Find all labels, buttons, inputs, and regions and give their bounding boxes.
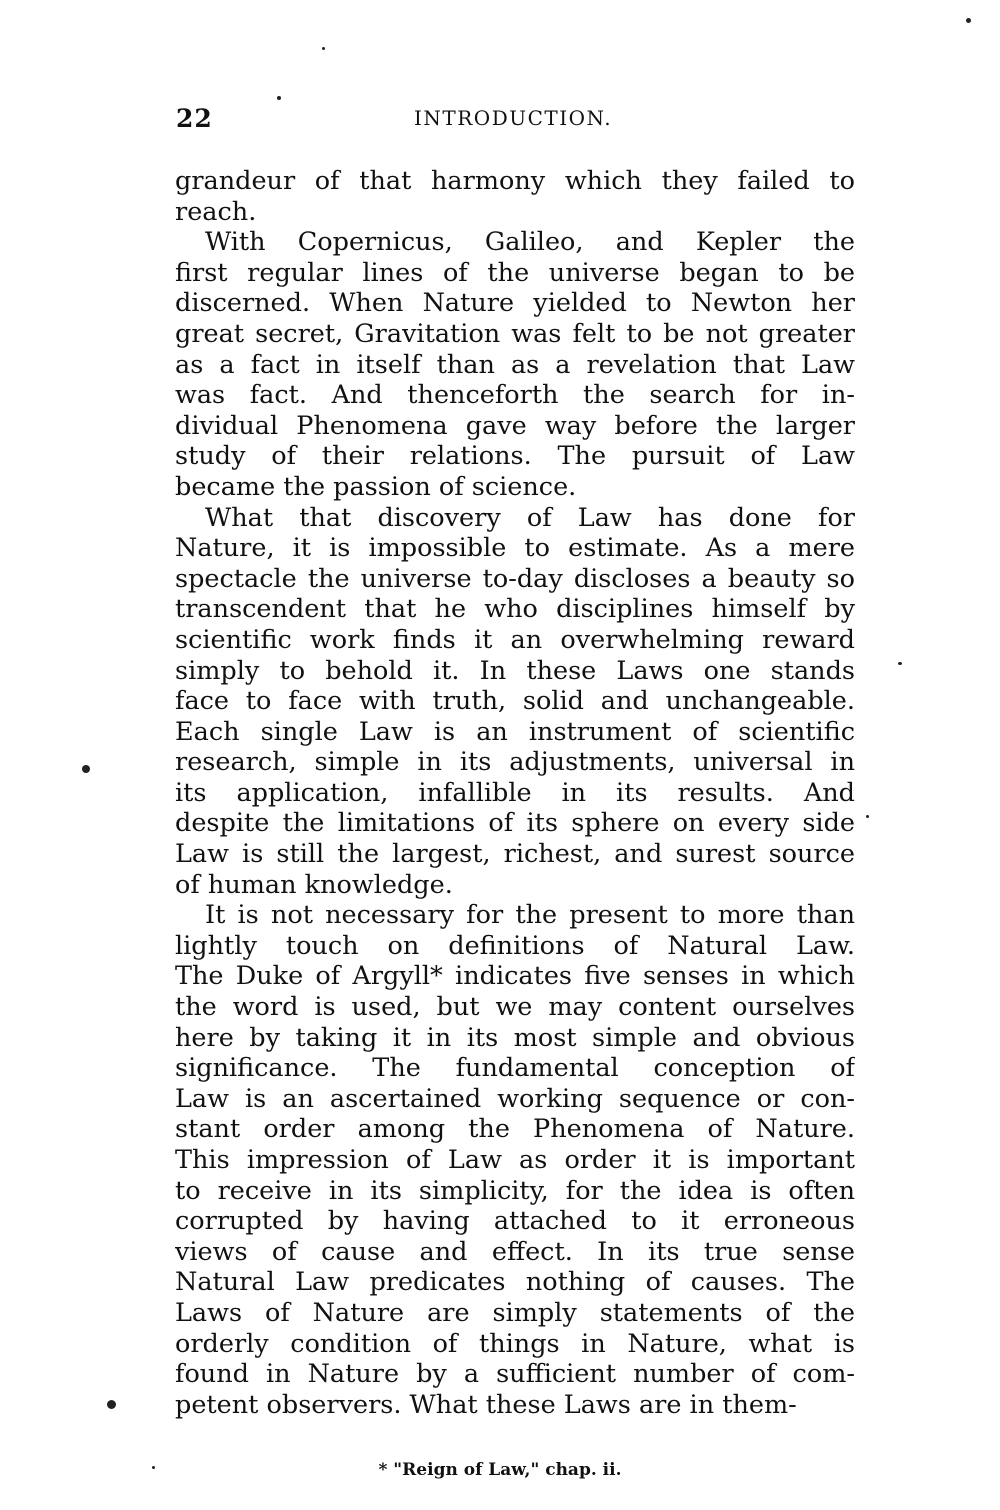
- text-line: Law is still the largest, richest, and surest source: [175, 839, 855, 870]
- scan-speck: [107, 1400, 116, 1409]
- text-line: study of their relations. The pursuit of Law: [175, 441, 855, 472]
- text-line: simply to behold it. In these Laws one stands: [175, 655, 855, 686]
- text-line: spectacle the universe to-day discloses a beauty so: [175, 563, 855, 594]
- text-line: of human knowledge.: [175, 869, 453, 900]
- text-line: orderly condition of things in Nature, what is: [175, 1328, 855, 1359]
- text-line: dividual Phenomena gave way before the larger: [175, 410, 855, 441]
- text-line: as a fact in itself than as a revelation that Law: [175, 349, 855, 380]
- text-line: corrupted by having attached to it erroneous: [175, 1206, 855, 1237]
- text-line: Laws of Nature are simply statements of the: [175, 1297, 855, 1328]
- text-line: discerned. When Nature yielded to Newton her: [175, 288, 855, 319]
- text-line: face to face with truth, solid and unchangeable.: [175, 686, 855, 717]
- body-text: [175, 166, 855, 1420]
- text-line: The Duke of Argyll* indicates five senses in which: [175, 961, 855, 992]
- text-line: Law is an ascertained working sequence or con-: [175, 1083, 855, 1114]
- text-line: great secret, Gravitation was felt to be not greater: [175, 318, 855, 349]
- text-line: its application, infallible in its results. And: [175, 777, 855, 808]
- text-line: With Copernicus, Galileo, and Kepler the: [205, 227, 855, 258]
- text-line: grandeur of that harmony which they failed to: [175, 166, 855, 196]
- scan-speck: [322, 47, 325, 50]
- text-line: found in Nature by a sufficient number of com-: [175, 1359, 855, 1390]
- text-line: was fact. And thenceforth the search for in-: [175, 380, 855, 411]
- text-line: lightly touch on definitions of Natural Law.: [175, 930, 855, 961]
- text-line: to receive in its simplicity, for the idea is often: [175, 1175, 855, 1206]
- text-line: here by taking it in its most simple and obvious: [175, 1022, 855, 1053]
- text-line: Nature, it is impossible to estimate. As a mere: [175, 533, 855, 564]
- text-line: transcendent that he who disciplines himself by: [175, 594, 855, 625]
- footnote: * "Reign of Law," chap. ii.: [378, 1460, 622, 1480]
- scan-speck: [966, 18, 971, 23]
- text-line: This impression of Law as order it is important: [175, 1145, 855, 1175]
- text-line: scientific work finds it an overwhelming reward: [175, 624, 855, 655]
- scan-speck: [152, 1466, 155, 1469]
- text-line: It is not necessary for the present to more than: [205, 900, 855, 931]
- text-line: views of cause and effect. In its true sense: [175, 1236, 855, 1267]
- text-line: despite the limitations of its sphere on every side: [175, 808, 855, 839]
- page-header: [176, 104, 856, 138]
- text-line: became the passion of science.: [175, 471, 577, 502]
- page-number: 22: [176, 104, 213, 133]
- text-line: What that discovery of Law has done for: [205, 502, 855, 533]
- running-head: INTRODUCTION.: [414, 106, 613, 130]
- text-line: reach.: [175, 196, 257, 227]
- text-line: research, simple in its adjustments, universal in: [175, 747, 855, 778]
- text-line: stant order among the Phenomena of Nature.: [175, 1114, 855, 1145]
- text-line: Natural Law predicates nothing of causes. The: [175, 1267, 855, 1298]
- scan-speck: [866, 815, 869, 818]
- text-line: first regular lines of the universe began to be: [175, 257, 855, 288]
- text-line: Each single Law is an instrument of scientific: [175, 716, 855, 747]
- text-line: significance. The fundamental conception of: [175, 1053, 855, 1084]
- scan-speck: [277, 96, 281, 100]
- text-line: the word is used, but we may content ourselves: [175, 992, 855, 1023]
- scan-speck: [898, 662, 902, 665]
- scan-speck: [82, 765, 90, 773]
- text-line: petent observers. What these Laws are in them-: [175, 1389, 797, 1420]
